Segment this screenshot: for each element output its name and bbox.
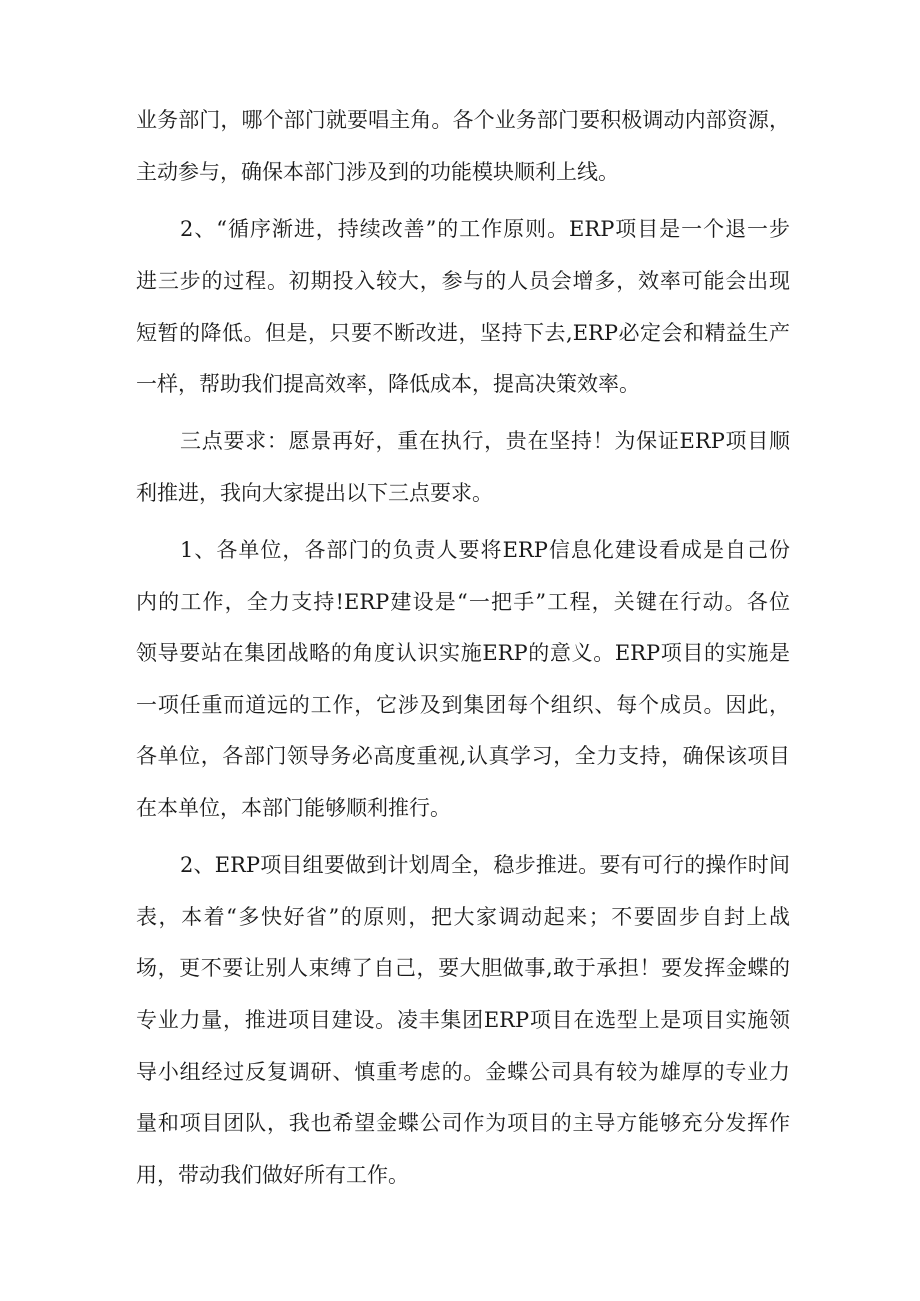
- text-line: 用，带动我们做好所有工作。: [136, 1163, 409, 1187]
- text-line: 在本单位，本部门能够顺利推行。: [136, 796, 451, 820]
- text-line: 利推进，我向大家提出以下三点要求。: [136, 481, 493, 505]
- text-line: 主动参与，确保本部门涉及到的功能模块顺利上线。: [136, 160, 619, 184]
- text-line: 导小组经过反复调研、慎重考虑的。金蝶公司具有较为雄厚的专业力: [136, 1060, 790, 1084]
- text-line: 量和项目团队，我也希望金蝶公司作为项目的主导方能够充分发挥作: [136, 1111, 790, 1135]
- text-line: 1、各单位，各部门的负责人要将ERP信息化建设看成是自己份: [180, 538, 790, 562]
- text-line: 业务部门，哪个部门就要唱主角。各个业务部门要积极调动内部资源，: [136, 108, 790, 132]
- text-line: 领导要站在集团战略的角度认识实施ERP的意义。ERP项目的实施是: [136, 641, 790, 665]
- text-line: 一样，帮助我们提高效率，降低成本，提高决策效率。: [136, 372, 640, 396]
- text-line: 三点要求：愿景再好，重在执行，贵在坚持！为保证ERP项目顺: [180, 429, 790, 453]
- text-line: 场，更不要让别人束缚了自己，要大胆做事,敢于承担！要发挥金蝶的: [136, 956, 790, 980]
- text-line: 专业力量，推进项目建设。凌丰集团ERP项目在选型上是项目实施领: [136, 1008, 790, 1032]
- text-line: 2、ERP项目组要做到计划周全，稳步推进。要有可行的操作时间: [180, 853, 790, 877]
- text-line: 短暂的降低。但是，只要不断改进，坚持下去,ERP必定会和精益生产: [136, 321, 790, 345]
- text-line: 内的工作，全力支持!ERP建设是“一把手”工程，关键在行动。各位: [136, 590, 790, 614]
- text-line: 各单位，各部门领导务必高度重视,认真学习，全力支持，确保该项目: [136, 744, 790, 768]
- text-line: 2、“循序渐进，持续改善”的工作原则。ERP项目是一个退一步: [180, 217, 790, 241]
- text-line: 进三步的过程。初期投入较大，参与的人员会增多，效率可能会出现: [136, 269, 790, 293]
- text-line: 表，本着“多快好省”的原则，把大家调动起来；不要固步自封上战: [136, 905, 790, 929]
- text-line: 一项任重而道远的工作，它涉及到集团每个组织、每个成员。因此，: [136, 693, 790, 717]
